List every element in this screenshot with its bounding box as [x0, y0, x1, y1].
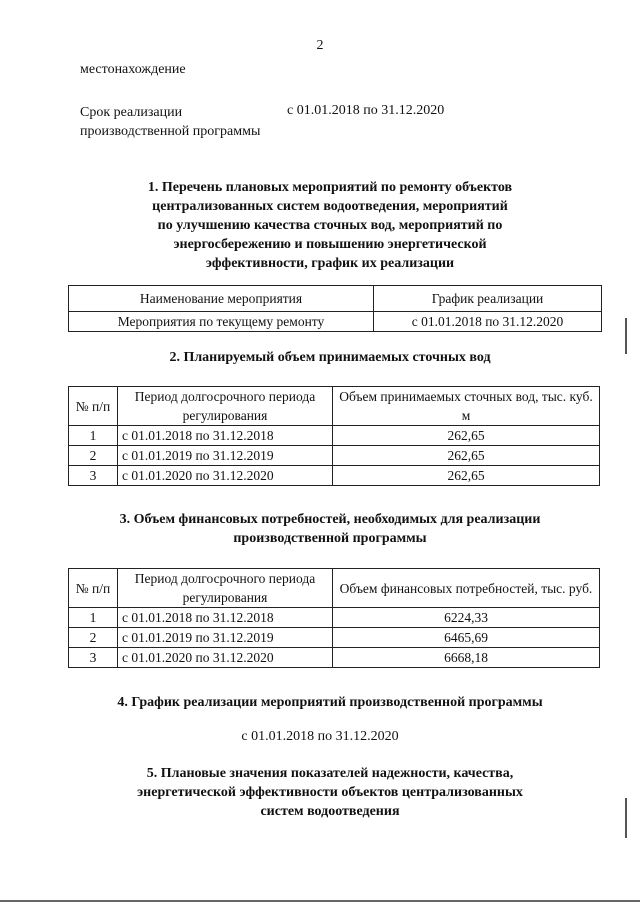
- table-cell: с 01.01.2018 по 31.12.2020: [374, 312, 602, 332]
- table-cell: 6224,33: [333, 608, 600, 628]
- section2-title: 2. Планируемый объем принимаемых сточных вод: [169, 350, 491, 365]
- table-header: № п/п: [69, 387, 118, 426]
- table-cell: с 01.01.2018 по 31.12.2018: [118, 426, 333, 446]
- table-cell: с 01.01.2020 по 31.12.2020: [118, 648, 333, 668]
- section1-table: [68, 285, 602, 332]
- table-header-row: [69, 286, 602, 312]
- table-header: Период долгосрочного периода регулирования: [118, 569, 333, 608]
- table-cell: с 01.01.2018 по 31.12.2018: [118, 608, 333, 628]
- section5-title: [40, 764, 620, 821]
- table-cell: 6465,69: [333, 628, 600, 648]
- section4-value: с 01.01.2018 по 31.12.2020: [241, 729, 399, 744]
- section1-title-line: централизованных систем водоотведения, мероприятий: [152, 199, 508, 214]
- section1-title-line: по улучшению качества сточных вод, мероприятий по: [157, 218, 503, 233]
- table-header: Наименование мероприятия: [69, 286, 374, 312]
- table-header: Период долгосрочного периода регулирования: [118, 387, 333, 426]
- table-cell: с 01.01.2019 по 31.12.2019: [118, 446, 333, 466]
- term-label: [80, 103, 260, 141]
- scan-edge-mark: [625, 318, 627, 354]
- scan-edge-mark: [625, 798, 627, 838]
- section3-table: [68, 568, 600, 668]
- term-label-line1: Срок реализации: [80, 105, 183, 120]
- table-row: [69, 446, 600, 466]
- section3-title-line: 3. Объем финансовых потребностей, необходимых для реализации: [119, 512, 541, 527]
- section4-title: 4. График реализации мероприятий производственной программы: [117, 695, 543, 710]
- table-cell: 262,65: [333, 446, 600, 466]
- section5-title-line: энергетической эффективности объектов централизованных: [137, 785, 523, 800]
- table-row: [69, 312, 602, 332]
- section5-title-line: 5. Плановые значения показателей надежности, качества,: [146, 766, 514, 781]
- section3-title: [40, 510, 620, 548]
- table-row: [69, 648, 600, 668]
- section3-title-line: производственной программы: [233, 531, 427, 546]
- location-label: местонахождение: [80, 62, 186, 77]
- table-cell: 2: [69, 628, 118, 648]
- table-header: № п/п: [69, 569, 118, 608]
- table-cell: 3: [69, 466, 118, 486]
- page-number: 2: [316, 38, 324, 53]
- table-row: [69, 466, 600, 486]
- table-header: Объем финансовых потребностей, тыс. руб.: [333, 569, 600, 608]
- table-cell: 3: [69, 648, 118, 668]
- table-header-row: [69, 387, 600, 426]
- table-cell: 1: [69, 608, 118, 628]
- section1-title-line: 1. Перечень плановых мероприятий по ремонту объектов: [147, 180, 513, 195]
- section2-table: [68, 386, 600, 486]
- table-row: [69, 608, 600, 628]
- section1-title-line: эффективности, график их реализации: [205, 256, 455, 271]
- table-cell: с 01.01.2020 по 31.12.2020: [118, 466, 333, 486]
- table-cell: 262,65: [333, 426, 600, 446]
- table-cell: 1: [69, 426, 118, 446]
- term-value: с 01.01.2018 по 31.12.2020: [287, 103, 445, 118]
- term-label-line2: производственной программы: [80, 124, 261, 139]
- table-cell: 6668,18: [333, 648, 600, 668]
- section1-title: [60, 178, 600, 273]
- table-cell: 262,65: [333, 466, 600, 486]
- table-header: Объем принимаемых сточных вод, тыс. куб. м: [333, 387, 600, 426]
- table-header-row: [69, 569, 600, 608]
- section5-title-line: систем водоотведения: [260, 804, 400, 819]
- scan-bottom-edge: [0, 900, 640, 902]
- table-header: График реализации: [374, 286, 602, 312]
- table-cell: 2: [69, 446, 118, 466]
- table-cell: с 01.01.2019 по 31.12.2019: [118, 628, 333, 648]
- section1-title-line: энергосбережению и повышению энергетической: [173, 237, 487, 252]
- table-row: [69, 426, 600, 446]
- table-cell: Мероприятия по текущему ремонту: [69, 312, 374, 332]
- table-row: [69, 628, 600, 648]
